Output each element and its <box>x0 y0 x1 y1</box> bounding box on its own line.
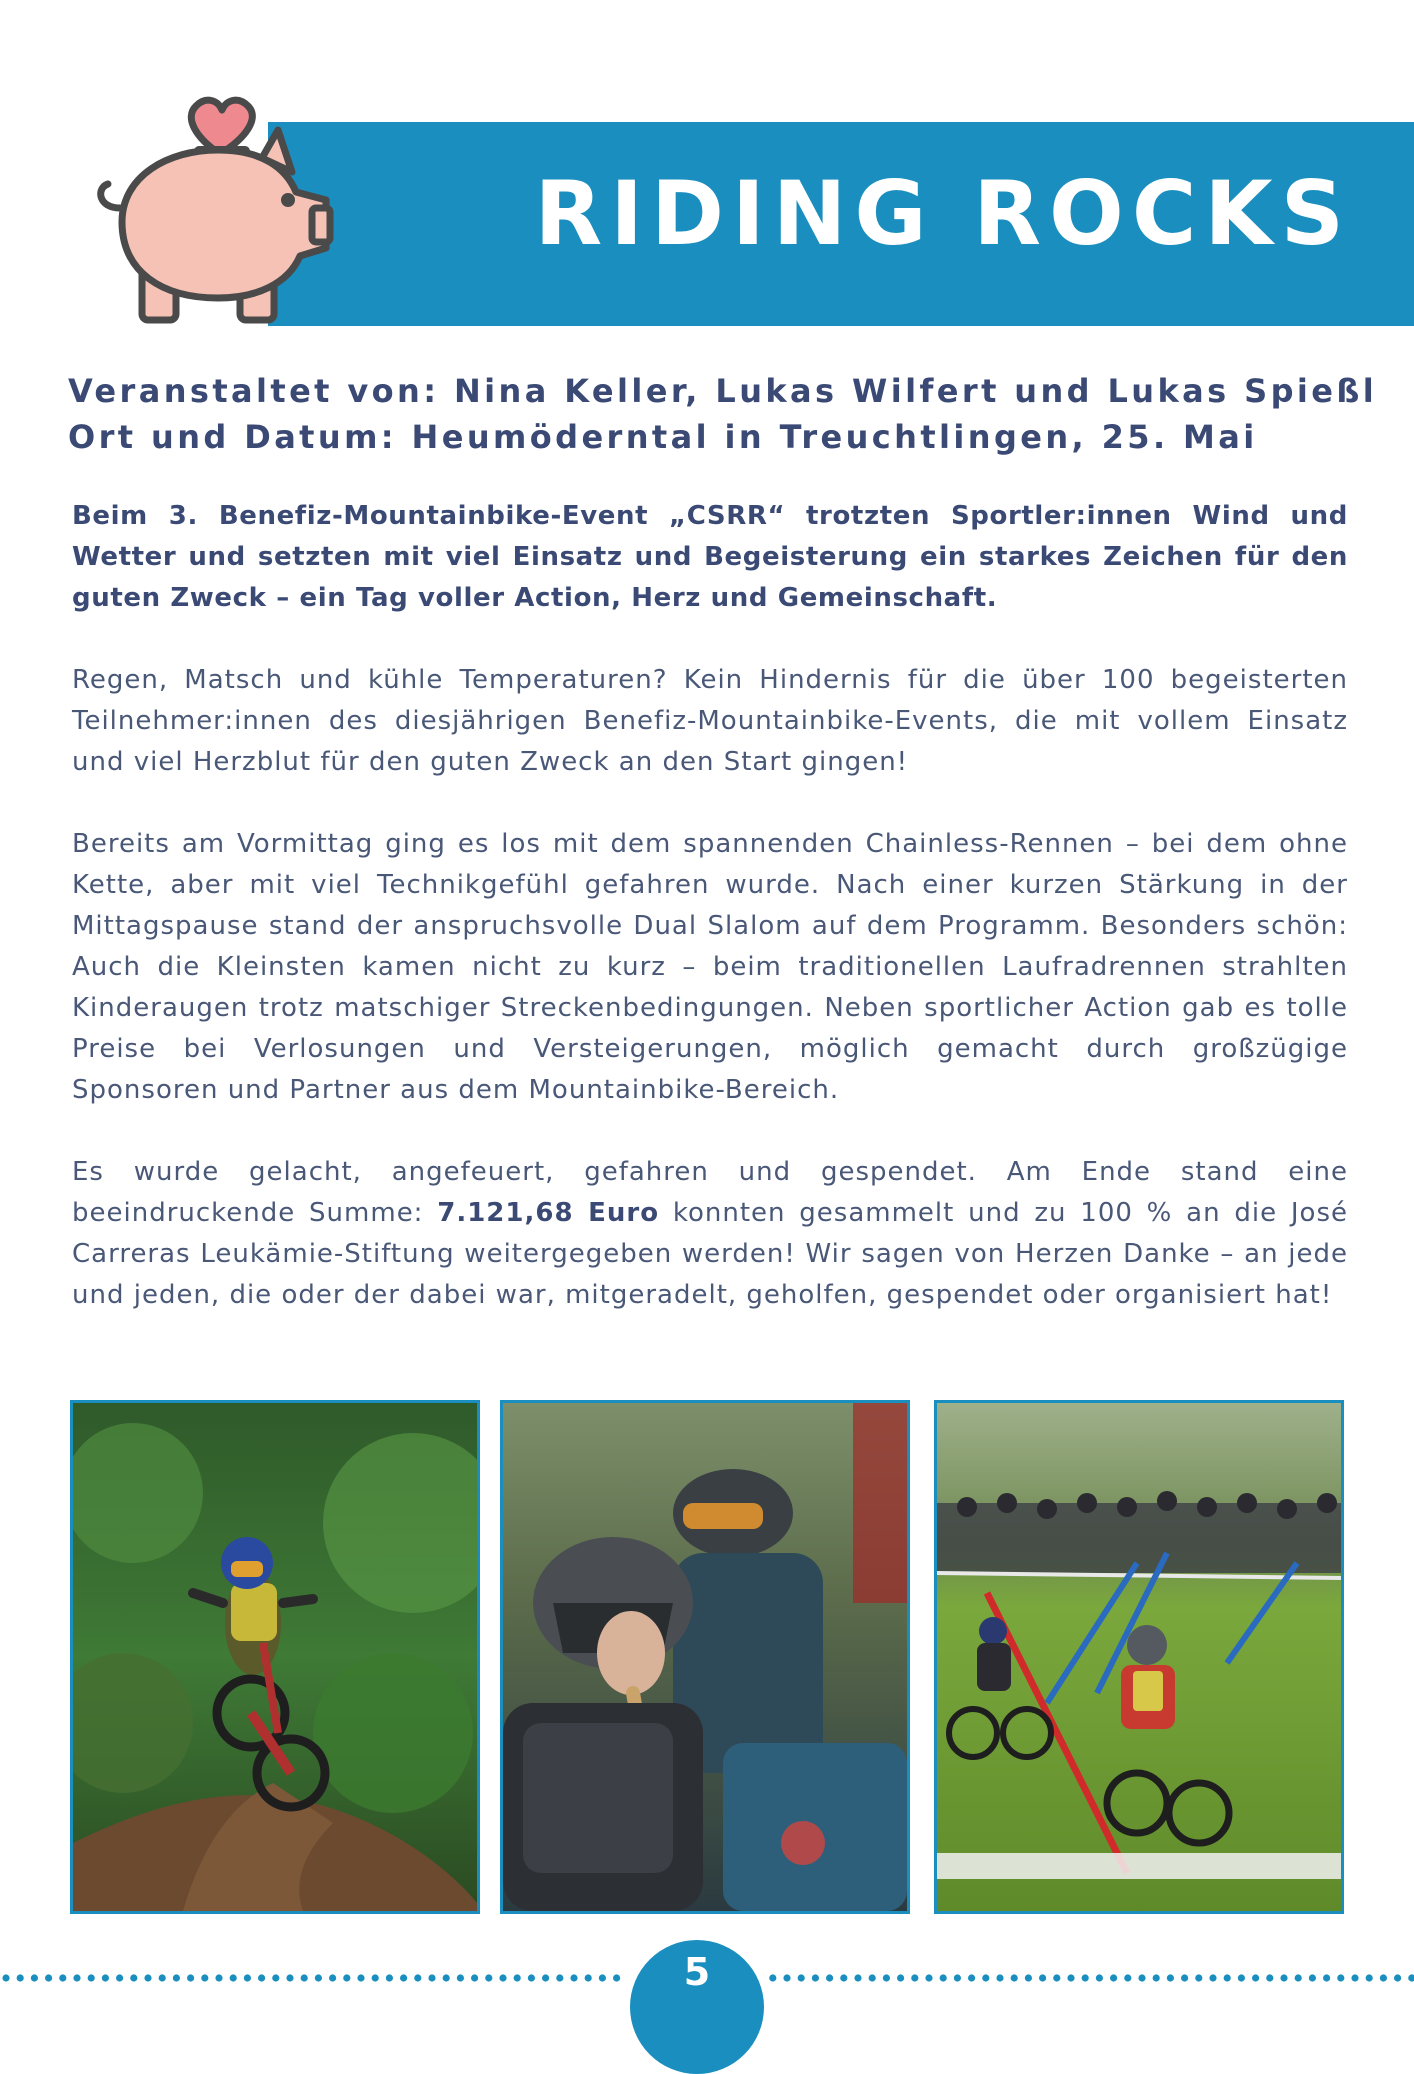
page-title: RIDING ROCKS <box>534 162 1352 265</box>
event-meta <box>68 368 1378 460</box>
body-paragraph-1: Regen, Matsch und kühle Temperaturen? Kein Hindernis für die über 100 begeisterten Teilnehmer:innen des diesjährigen Benefiz-Mountainbike-Events, die mit vollem Einsatz und viel Herzblut für den guten Zweck an den Start gingen! <box>72 665 1348 777</box>
piggy-bank-heart-icon <box>92 88 344 332</box>
paragraph-3-end: konnten gesammelt und zu 100 % an die José Carreras Leukämie-Stiftung weitergegeben werden! Wir sagen von Herzen Danke – an jede und jeden, die oder der dabei war, mitgeradelt, geholfen, gespendet oder organisiert hat! <box>72 1198 1348 1310</box>
jumping-rider-photo <box>70 1400 480 1914</box>
lead-paragraph: Beim 3. Benefiz-Mountainbike-Event „CSRR“ trotzten Sportler:innen Wind und Wetter und setzten mit viel Einsatz und Begeisterung ein starkes Zeichen für den guten Zweck – ein Tag voller Action, Herz und Gemeinschaft. <box>72 501 1348 613</box>
organizers-line: Veranstaltet von: Nina Keller, Lukas Wilfert und Lukas Spießl <box>68 372 1378 410</box>
body-paragraph-2: Bereits am Vormittag ging es los mit dem spannenden Chainless-Rennen – bei dem ohne Kette, aber mit viel Technikgefühl gefahren wurde. Nach einer kurzen Stärkung in der Mittagspause stand der anspruchsvolle Dual Slalom auf dem Programm. Besonders schön: Auch die Kleinsten kamen nicht zu kurz – beim traditionellen Laufradrennen strahlten Kinderaugen trotz matschiger Streckenbedingungen. Neben sportlicher Action gab es tolle Preise bei Verlosungen und Versteigerungen, möglich gemacht durch großzügige Sponsoren und Partner aus dem Mountainbike-Bereich. <box>72 829 1348 1105</box>
donation-amount: 7.121,68 Euro <box>437 1198 660 1228</box>
page-number: 5 <box>683 1950 711 1994</box>
helmeted-riders-photo <box>500 1400 910 1914</box>
dual-slalom-kids-photo <box>934 1400 1344 1914</box>
header-banner <box>268 122 1414 326</box>
location-date-line: Ort und Datum: Heumöderntal in Treuchtlingen, 25. Mai <box>68 418 1258 456</box>
paragraph-3-start: Es wurde gelacht, angefeuert, gefahren und gespendet. Am Ende stand eine beeindruckende Summe: <box>72 1157 1348 1228</box>
body-paragraph-3 <box>72 1152 1348 1316</box>
